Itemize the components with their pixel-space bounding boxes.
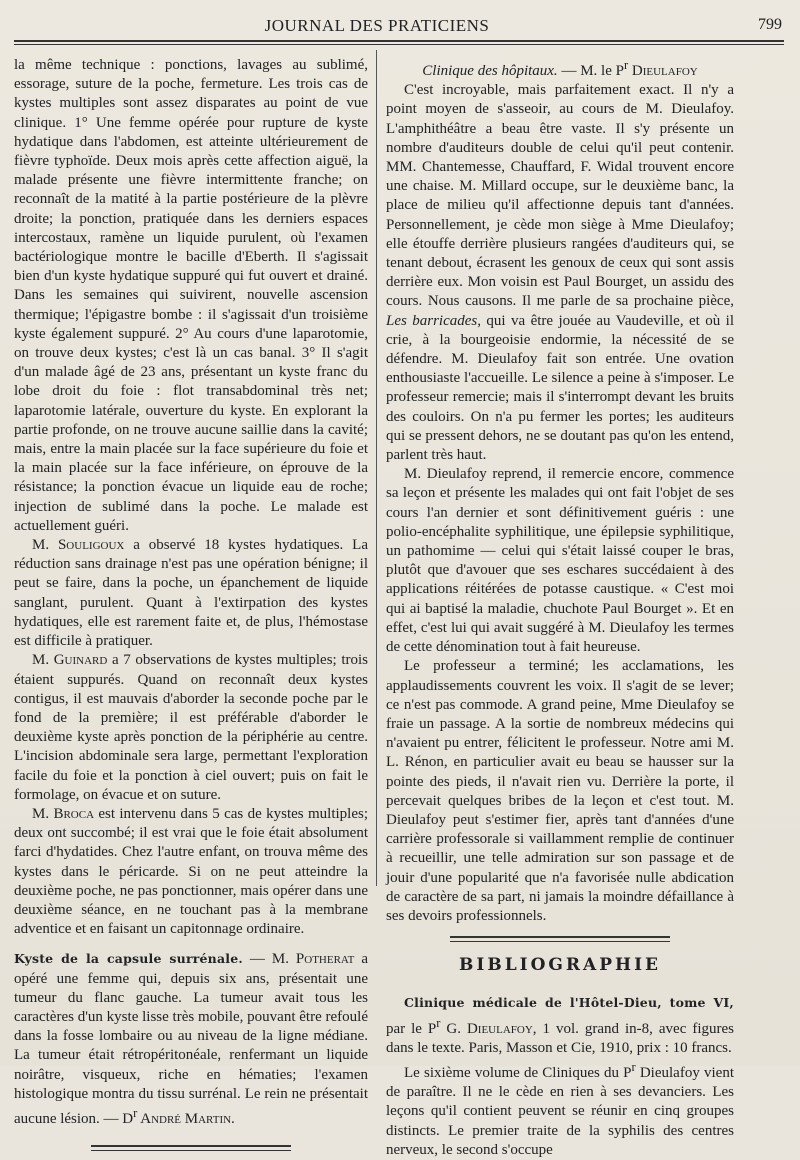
- book-review: Le sixième volume de Cliniques du $P^r$ Dieulafoy vient de paraître. Il ne le cède en rien à ses devanciers. Les leçons qu'il contient peuvent se réunir en cinq groupes distincts. Le premier traite de la syphilis des centres nerveux, le second s'occupe: [386, 1059, 734, 1158]
- paragraph-souligoux: M. Souligoux a observé 18 kystes hydatiques. La réduction sans drainage n'est pas une opération bénigne; il peut se faire, dans la poche, un épanchement de liquide sanglant, purulent. Quant à l'extirpation des kystes hydatiques, elle est rarement faite et, de plus, l'hémostase est difficile à pratiquer.: [14, 537, 368, 650]
- book-entry: Clinique médicale de l'Hôtel-Dieu, tome VI, par le $P^r$ G. Dieulafoy, 1 vol. grand in-8, avec figures dans le texte. Paris, Masson et Cie, 1910, prix : 10 francs.: [386, 995, 734, 1056]
- paragraph-adrenal-cyst: Kyste de la capsule surrénale. — M. Potherat a opéré une femme qui, depuis six ans, présentait une tumeur du flanc gauche. La tumeur avait tous les caractères d'un kyste lisse très mobile, pouvant être refoulé dans la fosse lombaire ou au niveau de la ligne médiane. La tumeur était rétropéritonéale, renfermant un liquide noirâtre, visqueux, riche en hématies; l'examen histologique montra du tissu surrénal. Le rein ne présentait aucune lésion. — $D^r$ André Martin.: [14, 951, 368, 1127]
- paragraph-lecture-crowd: C'est incroyable, mais parfaitement exact. Il n'y a point moyen de s'asseoir, au cours de M. Dieulafoy. L'amphithéâtre a beau être vaste. Il s'y présente un nombre d'auditeurs double de celui qu'il peut contenir. MM. Chantemesse, Chauffard, F. Widal trouvent encore une chaise. M. Millard occupe, sur le deuxième banc, la place de milieu qu'il affectionne depuis tant d'années. Personnellement, je cède mon siège à Mme Dieulafoy; elle étouffe derrière plusieurs rangées d'auditeurs qui, se tenant debout, écrasent les genoux de ceux qui sont assis derrière eux. Mon voisin est Paul Bourget, un assidu des cours. Nous causons. Il me parle de sa prochaine pièce, Les barricades, qui va être jouée au Vaudeville, et où il crie, à la bourgeoisie endormie, la nécessité de se défendre. M. Dieulafoy fait son entrée. Une ovation enthousiaste l'accueille. Le silence a peine à s'imposer. Le professeur remercie; mais il s'interrompt devant les bruits des couloirs. On n'a pu fermer les portes; les auditeurs qui se pressent dehors, ne se doutant pas qu'on les entend, parlent très haut.: [386, 82, 734, 464]
- paragraph-lecture: M. Dieulafoy reprend, il remercie encore, commence sa leçon et présente les malades qui ont fait l'objet de ses cours l'an dernier et sont définitivement guéris : une polio-encéphalite syphilitique, une épilepsie syphilitique, un pathomime — celui qui s'était laissé couper le bras, plutôt que d'avouer que ses eschares succédaient à des applications réitérées de potasse caustique. « C'est moi qui ai baptisé la maladie, chuchote Paul Bourget ». Et en effet, c'est lui qui avait suggéré à M. Dieulafoy les termes de cette dénomination tout à fait heureuse.: [386, 466, 734, 656]
- end-rule: [91, 1145, 291, 1151]
- left-column: [14, 56, 368, 1127]
- paragraph-ovation: Le professeur a terminé; les acclamations, les applaudissements couvrent les voix. Il s'agit de se lever; ce n'est pas commode. A grand peine, Mme Dieulafoy se fraie un passage. A la sortie de nombreux médecins qui n'avaient pu entrer, félicitent le professeur. Notre ami M. L. Rénon, en particulier avait eu beau se hausser sur la pointe des pieds, il n'avait rien vu. Derrière la porte, il percevait quelques bribes de la leçon et c'est tout. M. Dieulafoy peut s'estimer fier, après tant d'années d'une carrière professorale si vaillamment remplie de continuer à recueillir, une telle admiration sur son passage et de jouir d'une popularité que n'a favorisée nulle abdication de caractère de sa part, ni jamais la moindre défaillance à ses devoirs professionnels.: [386, 658, 734, 924]
- section-rule: [450, 936, 670, 942]
- paragraph-broca: M. Broca est intervenu dans 5 cas de kystes multiples; deux ont succombé; il est vrai que le foie était absolument farci d'hydatides. Chez l'autre enfant, on trouva même des kystes dans le péricarde. Si on ne peut atteindre la deuxième poche, ne pas ponctionner, mais opérer dans une deuxième séance, en ne touchant pas à la membrane adventice et en faisant un capitonnage ordinaire.: [14, 805, 368, 938]
- section-title: Clinique des hôpitaux. — M. le $P^r$ Dieulafoy: [422, 58, 698, 79]
- bibliography-heading: BIBLIOGRAPHIE: [459, 955, 661, 976]
- column-divider: [376, 50, 377, 886]
- paragraph-multiple-cysts: la même technique : ponctions, lavages au sublimé, essorage, suture de la poche, fermeture. Les trois cas de kystes multiples sont assez disparates au point de vue clinique. 1° Une femme opérée pour rupture de kyste hydatique dans l'abdomen, est atteinte ultérieurement de fièvre typhoïde. Deux mois après cette affection aiguë, la malade présente une fièvre intermittente franche; on reconnaît de la matité à la partie postérieure de la plèvre droite; la ponction, pratiquée dans les derniers espaces intercostaux, ramène un liquide purulent, où l'examen bactériologique montre le bacille d'Eberth. Il s'agissait bien d'un kyste hydatique suppuré qui fut ouvert et drainé. Dans les semaines qui suivirent, nouvelle ascension thermique; l'épigastre bombe : il s'agissait d'un troisième kyste également suppuré. 2° Au cours d'une laparotomie, on trouve deux kystes; c'est là un cas banal. 3° Il s'agit d'un malade âgé de 23 ans, présentant un kyste franc du lobe droit du foie : flot transabdominal très net; laparotomie latérale, ouverture du kyste. En explorant la partie profonde, on ne trouve aucune saillie dans la cavité; mais, entre la main placée sur la face supérieure du foie et la main placée sur la face inférieure, on éprouve de la résistance; la ponction évacue un liquide eau de roche; injection de sublimé dans la poche. Le malade est actuellement guéri.: [14, 57, 368, 534]
- author-name: M. Guinard: [32, 652, 108, 669]
- right-column: [386, 56, 734, 1158]
- page-number: 799: [758, 16, 782, 33]
- author-name: Potherat: [295, 951, 355, 968]
- page-header: [14, 14, 782, 38]
- author-name: M. Broca: [32, 805, 95, 822]
- signature: André Martin.: [137, 1110, 235, 1127]
- section-heading: Kyste de la capsule surrénale.: [14, 951, 243, 967]
- header-rule: [14, 40, 784, 45]
- paragraph-guinard: M. Guinard a 7 observations de kystes multiples; trois étaient suppurés. Quand on reconnaît deux kystes contigus, il est mauvais d'aborder la seconde poche par le fond de la première; il est préférable d'aborder le deuxième kyste après ponction de la périphérie au centre. L'incision abdominale sera large, permettant l'exploration facile du foie et la ponction à ciel ouvert; puis on fait le formolage, on évacue et on suture.: [14, 652, 368, 803]
- journal-title: JOURNAL DES PRATICIENS: [264, 16, 490, 35]
- author-name: M. Souligoux: [32, 537, 125, 554]
